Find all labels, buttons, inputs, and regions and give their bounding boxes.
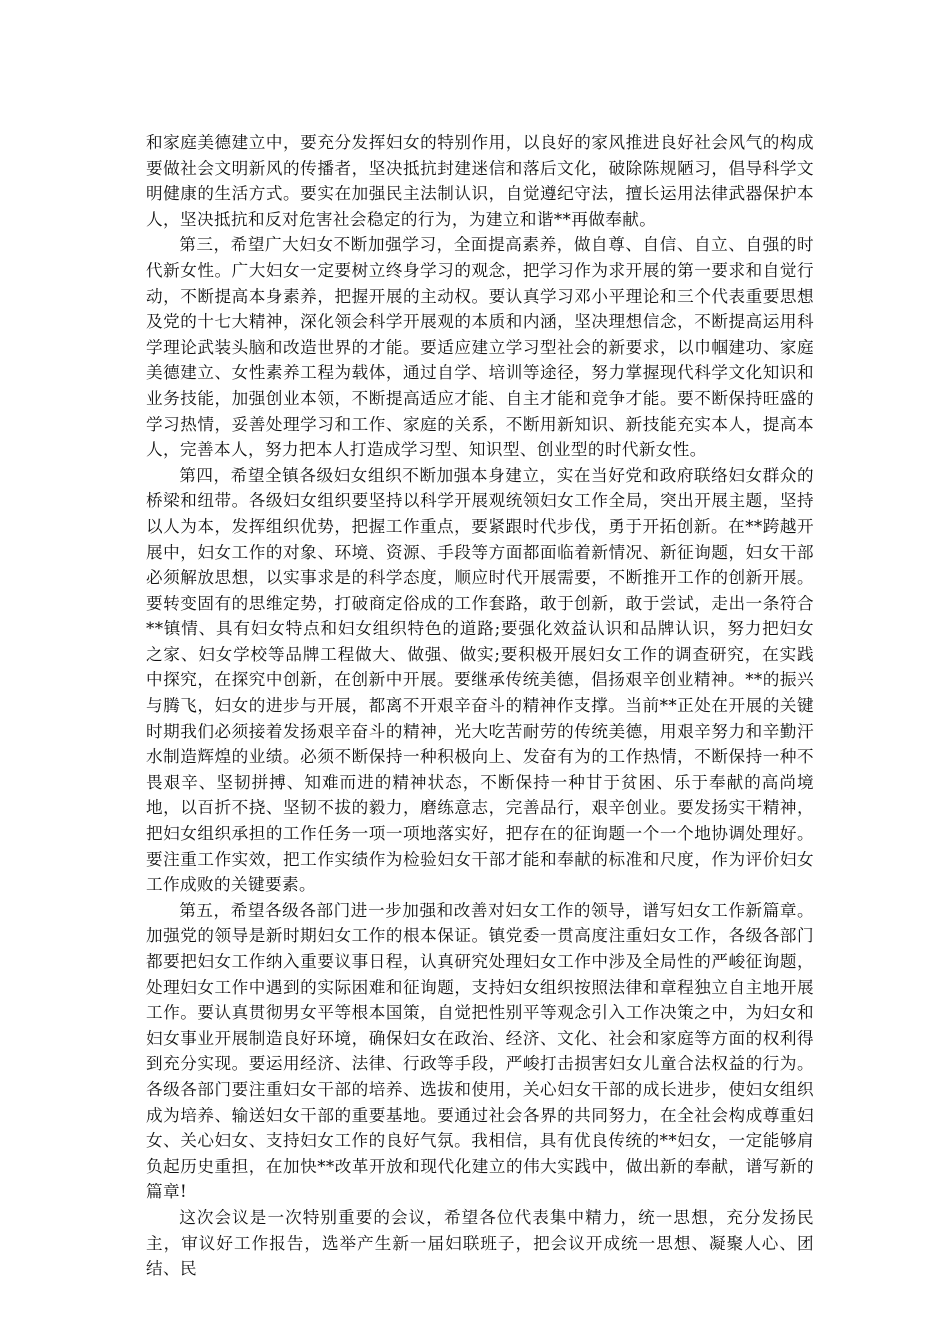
paragraph-2: 第三，希望广大妇女不断加强学习，全面提高素养，做自尊、自信、自立、自强的时代新女性。广大妇女一定要树立终身学习的观念，把学习作为求开展的第一要求和自觉行动，不断提高本身素养，把握开展的主动权。要认真学习邓小平理论和三个代表重要思想及党的十七大精神，深化领会科学开展观的本质和内涵，坚决理想信念，不断提高运用科学理论武装头脑和改造世界的才能。要适应建立学习型社会的新要求，以巾帼建功、家庭美德建立、女性素养工程为载体，通过自学、培训等途径，努力掌握现代科学文化知识和业务技能，加强创业本领，不断提高适应才能、自主才能和竞争才能。要不断保持旺盛的学习热情，妥善处理学习和工作、家庭的关系，不断用新知识、新技能充实本人，提高本人，完善本人，努力把本人打造成学习型、知识型、创业型的时代新女性。 — [146, 235, 814, 460]
paragraph-3: 第四，希望全镇各级妇女组织不断加强本身建立，实在当好党和政府联络妇女群众的桥梁和纽带。各级妇女组织要坚持以科学开展观统领妇女工作全局，突出开展主题，坚持以人为本，发挥组织优势，把握工作重点，要紧跟时代步伐，勇于开拓创新。在**跨越开展中，妇女工作的对象、环境、资源、手段等方面都面临着新情况、新征询题，妇女干部必须解放思想，以实事求是的科学态度，顺应时代开展需要，不断推开工作的创新开展。要转变固有的思维定势，打破商定俗成的工作套路，敢于创新，敢于尝试，走出一条符合**镇情、具有妇女特点和妇女组织特色的道路;要强化效益认识和品牌认识，努力把妇女之家、妇女学校等品牌工程做大、做强、做实;要积极开展妇女工作的调查研究，在实践中探究，在探究中创新，在创新中开展。要继承传统美德，倡扬艰辛创业精神。**的振兴与腾飞，妇女的进步与开展，都离不开艰辛奋斗的精神作支撑。当前**正处在开展的关键时期我们必须接着发扬艰辛奋斗的精神，光大吃苦耐劳的传统美德，用艰辛努力和辛勤汗水制造辉煌的业绩。必须不断保持一种积极向上、发奋有为的工作热情，不断保持一种不畏艰辛、坚韧拼搏、知难而进的精神状态，不断保持一种甘于贫困、乐于奉献的高尚境地，以百折不挠、坚韧不拔的毅力，磨练意志，完善品行，艰辛创业。要发扬实干精神，把妇女组织承担的工作任务一项一项地落实好，把存在的征询题一个一个地协调处理好。要注重工作实效，把工作实绩作为检验妇女干部才能和奉献的标准和尺度，作为评价妇女工作成败的关键要素。 — [146, 465, 814, 895]
paragraph-1: 和家庭美德建立中，要充分发挥妇女的特别作用，以良好的家风推进良好社会风气的构成要做社会文明新风的传播者，坚决抵抗封建迷信和落后文化，破除陈规陋习，倡导科学文明健康的生活方式。要实在加强民主法制认识，自觉遵纪守法，擅长运用法律武器保护本人，坚决抵抗和反对危害社会稳定的行为，为建立和谐**再做奉献。 — [146, 133, 814, 229]
paragraph-5: 这次会议是一次特别重要的会议，希望各位代表集中精力，统一思想，充分发扬民主，审议好工作报告，选举产生新一届妇联班子，把会议开成统一思想、凝聚人心、团结、民 — [146, 1207, 814, 1279]
paragraph-4: 第五，希望各级各部门进一步加强和改善对妇女工作的领导，谱写妇女工作新篇章。加强党的领导是新时期妇女工作的根本保证。镇党委一贯高度注重妇女工作，各级各部门都要把妇女工作纳入重要议事日程，认真研究处理妇女工作中涉及全局性的严峻征询题，处理妇女工作中遇到的实际困难和征询题，支持妇女组织按照法律和章程独立自主地开展工作。要认真贯彻男女平等根本国策，自觉把性别平等观念引入工作决策之中，为妇女和妇女事业开展制造良好环境，确保妇女在政治、经济、文化、社会和家庭等方面的权利得到充分实现。要运用经济、法律、行政等手段，严峻打击损害妇女儿童合法权益的行为。各级各部门要注重妇女干部的培养、选拔和使用，关心妇女干部的成长进步，使妇女组织成为培养、输送妇女干部的重要基地。要通过社会各界的共同努力，在全社会构成尊重妇女、关心妇女、支持妇女工作的良好气氛。我相信，具有优良传统的**妇女，一定能够肩负起历史重担，在加快**改革开放和现代化建立的伟大实践中，做出新的奉献，谱写新的篇章! — [146, 900, 814, 1202]
document-body — [146, 130, 814, 1282]
